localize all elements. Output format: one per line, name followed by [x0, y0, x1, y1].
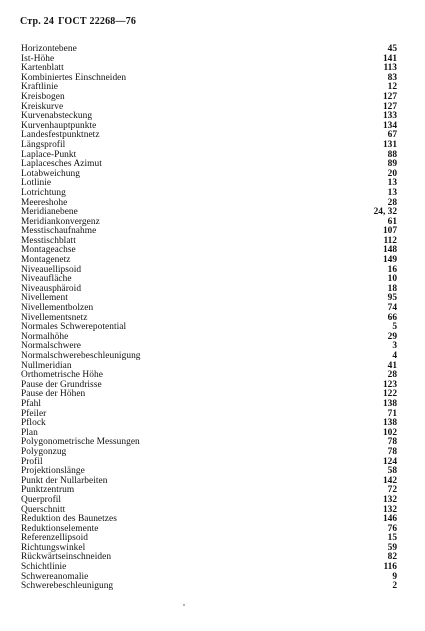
index-page-ref: 29 [387, 331, 397, 342]
index-term: Pflock [21, 418, 46, 429]
index-term: Querschnitt [21, 504, 66, 515]
index-entry [21, 438, 397, 448]
index-entry [21, 131, 397, 141]
index-page-ref: 58 [387, 466, 397, 477]
index-entry [21, 496, 397, 506]
index-entry [21, 352, 397, 362]
index-entry [21, 419, 397, 429]
index-term: Projektionslänge [21, 466, 85, 477]
index-term: Montageachse [21, 245, 76, 256]
index-term: Normalschwerebeschleunigung [21, 351, 141, 361]
index-list [21, 45, 397, 592]
index-page-ref: 124 [382, 456, 397, 467]
index-term: Schichtlinie [21, 562, 67, 573]
index-term: Lotabweichung [21, 168, 80, 179]
index-page-ref: 13 [387, 178, 397, 189]
index-entry [21, 189, 397, 199]
index-page-ref: 132 [382, 494, 397, 505]
index-entry [21, 582, 397, 592]
index-page-ref: 116 [383, 562, 397, 573]
index-term: Polygonzug [21, 446, 67, 457]
index-page-ref: 66 [387, 312, 397, 323]
index-entry [21, 553, 397, 563]
index-page-ref: 78 [387, 437, 397, 448]
index-page-ref: 5 [392, 322, 397, 333]
index-entry [21, 227, 397, 237]
index-term: Ist-Höhe [21, 53, 55, 64]
index-entry [21, 74, 397, 84]
index-entry [21, 179, 397, 189]
index-page-ref: 4 [392, 351, 397, 361]
index-page-ref: 113 [383, 63, 397, 74]
index-entry [21, 55, 397, 65]
index-term: Querprofil [21, 494, 62, 505]
index-entry [21, 45, 397, 55]
index-entry [21, 93, 397, 103]
index-page-ref: 127 [382, 101, 397, 112]
index-term: Landesfestpunktnetz [21, 130, 100, 141]
index-page-ref: 102 [382, 427, 397, 438]
index-term: Pause der Höhen [21, 389, 86, 400]
index-page-ref: 89 [387, 159, 397, 170]
index-page-ref: 149 [382, 255, 397, 266]
index-page-ref: 3 [392, 341, 397, 352]
index-page-ref: 95 [387, 293, 397, 304]
index-entry [21, 448, 397, 458]
index-term: Kombiniertes Einschneiden [21, 72, 127, 83]
index-term: Kreisbogen [21, 91, 65, 102]
index-term: Pfahl [21, 398, 42, 409]
index-entry [21, 477, 397, 487]
page-number-label: Стр. 24 [20, 16, 55, 27]
index-term: Reduktion des Baunetzes [21, 514, 117, 525]
index-page-ref: 15 [387, 533, 397, 544]
index-page-ref: 67 [387, 130, 397, 141]
index-entry [21, 141, 397, 151]
index-term: Richtungswinkel [21, 542, 86, 553]
index-term: Kurvenhauptpunkte [21, 120, 97, 131]
index-page-ref: 107 [382, 226, 397, 237]
index-page-ref: 24, 32 [373, 207, 397, 218]
index-page-ref: 12 [387, 82, 397, 93]
index-page-ref: 133 [382, 111, 397, 122]
standard-designation: ГОСТ 22268—76 [58, 16, 137, 27]
index-term: Lotrichtung [21, 187, 66, 198]
index-term: Montagenetz [21, 255, 71, 266]
index-entry [21, 390, 397, 400]
index-page-ref: 138 [382, 418, 397, 429]
index-term: Meridiankonvergenz [21, 216, 100, 227]
index-term: Nivellementsnetz [21, 312, 88, 323]
index-term: Kraftlinie [21, 82, 58, 93]
index-page-ref: 28 [387, 197, 397, 208]
index-term: Schwereanomalie [21, 571, 89, 582]
index-page-ref: 16 [387, 264, 397, 275]
index-term: Reduktionselemente [21, 523, 99, 534]
index-term: Nivellementbolzen [21, 303, 94, 314]
index-page-ref: 131 [382, 139, 397, 150]
index-term: Referenzellipsoid [21, 533, 88, 544]
index-entry [21, 83, 397, 93]
index-page-ref: 61 [387, 216, 397, 227]
index-term: Laplacesches Azimut [21, 159, 102, 170]
index-term: Nullmeridian [21, 360, 72, 371]
index-page-ref: 72 [387, 485, 397, 496]
index-page-ref: 76 [387, 523, 397, 534]
index-term: Kartenblatt [21, 63, 64, 74]
index-page-ref: 2 [392, 581, 397, 592]
index-term: Punkt der Nullarbeiten [21, 475, 108, 486]
index-term: Normalschwere [21, 341, 81, 352]
index-page-ref: 112 [383, 235, 397, 246]
index-term: Rückwärtseinschneiden [21, 552, 112, 563]
index-entry [21, 237, 397, 247]
index-term: Messtischaufnahme [21, 226, 97, 237]
index-page-ref: 138 [382, 398, 397, 409]
index-term: Niveaufläche [21, 274, 72, 285]
index-page-ref: 88 [387, 149, 397, 160]
index-page-ref: 10 [387, 274, 397, 285]
index-page-ref: 71 [387, 408, 397, 419]
index-term: Profil [21, 456, 43, 467]
index-term: Laplace-Punkt [21, 149, 77, 160]
index-page-ref: 45 [387, 44, 397, 54]
index-term: Niveauellipsoid [21, 264, 82, 275]
index-page-ref: 83 [387, 72, 397, 83]
index-term: Nivellement [21, 293, 68, 304]
index-page-ref: 41 [387, 360, 397, 371]
index-page-ref: 9 [392, 571, 397, 582]
index-term: Niveausphäroid [21, 283, 82, 294]
index-entry [21, 323, 397, 333]
index-term: Lotlinie [21, 178, 52, 189]
index-page-ref: 141 [382, 53, 397, 64]
index-page-ref: 18 [387, 283, 397, 294]
index-page-ref: 127 [382, 91, 397, 102]
index-entry [21, 400, 397, 410]
index-page-ref: 123 [382, 379, 397, 390]
index-term: Polygonometrische Messungen [21, 437, 140, 448]
index-page-ref: 13 [387, 187, 397, 198]
index-entry [21, 170, 397, 180]
index-page-ref: 122 [382, 389, 397, 400]
index-term: Meereshohe [21, 197, 68, 208]
index-term: Pause der Grundrisse [21, 379, 102, 390]
index-entry [21, 266, 397, 276]
index-term: Orthometrische Höhe [21, 370, 103, 381]
index-page-ref: 59 [387, 542, 397, 553]
index-term: Pfeiler [21, 408, 47, 419]
index-term: Normales Schwerepotential [21, 322, 127, 333]
index-page-ref: 78 [387, 446, 397, 457]
index-term: Längsprofil [21, 139, 66, 150]
index-term: Messtischblatt [21, 235, 76, 246]
page-header [20, 16, 136, 27]
index-page-ref: 132 [382, 504, 397, 515]
index-entry [21, 246, 397, 256]
index-term: Punktzentrum [21, 485, 75, 496]
index-term: Kurvenabsteckung [21, 111, 93, 122]
index-term: Horizontebene [21, 44, 77, 54]
index-page-ref: 74 [387, 303, 397, 314]
index-page-ref: 134 [382, 120, 397, 131]
index-page-ref: 28 [387, 370, 397, 381]
index-entry [21, 410, 397, 420]
index-page-ref: 142 [382, 475, 397, 486]
index-page-ref: 20 [387, 168, 397, 179]
index-page-ref: 146 [382, 514, 397, 525]
index-entry [21, 285, 397, 295]
index-page-ref: 148 [382, 245, 397, 256]
index-entry [21, 486, 397, 496]
page-mark [183, 604, 185, 606]
index-term: Normalhöhe [21, 331, 69, 342]
index-term: Kreiskurve [21, 101, 64, 112]
index-term: Plan [21, 427, 38, 438]
index-page-ref: 82 [387, 552, 397, 563]
index-term: Meridianebene [21, 207, 78, 218]
index-term: Schwerebeschleunigung [21, 581, 114, 592]
